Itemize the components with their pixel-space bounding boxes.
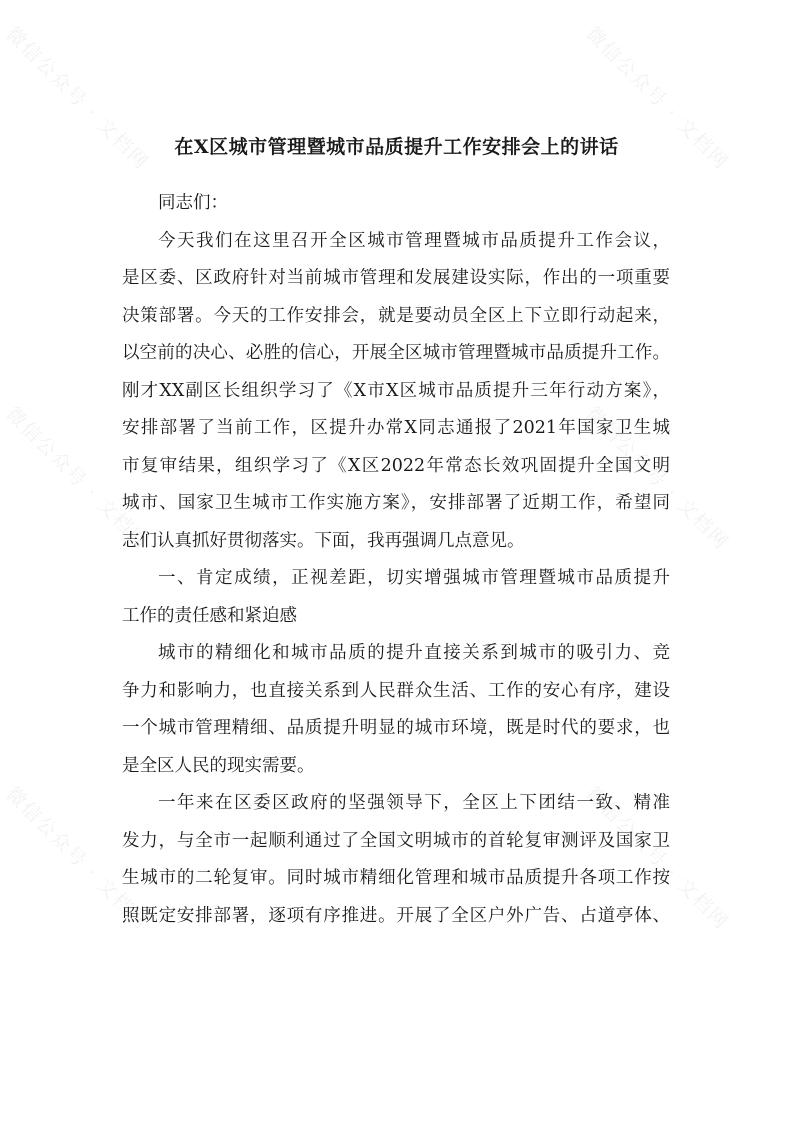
text-line: 是区委、区政府针对当前城市管理和发展建设实际，作出的一项重要 <box>122 268 670 288</box>
text-line: 争力和影响力，也直接关系到人民群众生活、工作的安心有序，建设 <box>122 680 670 701</box>
text-line: 同志们： <box>158 193 228 213</box>
watermark-text: 微信公众号 · 文档网 <box>581 22 734 175</box>
text-line: 是全区人民的现实需要。 <box>122 755 315 776</box>
document-body <box>122 185 670 935</box>
document-title: 在X区城市管理暨城市品质提升工作安排会上的讲话 <box>174 136 619 158</box>
watermark-text: 微信公众号 · 文档网 <box>581 402 734 555</box>
text-line: 城市的精细化和城市品质的提升直接关系到城市的吸引力、竞 <box>158 643 670 663</box>
text-line: 以空前的决心、必胜的信心，开展全区城市管理暨城市品质提升工作。 <box>122 343 670 363</box>
watermark-text: 微信公众号 · 文档网 <box>1 22 154 175</box>
text-line: 一、肯定成绩，正视差距，切实增强城市管理暨城市品质提升 <box>158 568 670 588</box>
text-line: 工作的责任感和紧迫感 <box>122 605 297 626</box>
text-line: 生城市的二轮复审。同时城市精细化管理和城市品质提升各项工作按 <box>122 868 670 888</box>
watermark-text: 微信公众号 · 文档网 <box>1 402 154 555</box>
text-line: 安排部署了当前工作，区提升办常X同志通报了2021年国家卫生城 <box>122 418 670 438</box>
text-line: 城市、国家卫生城市工作实施方案》，安排部署了近期工作，希望同 <box>122 493 670 513</box>
watermark-text: 微信公众号 · 文档网 <box>1 782 154 935</box>
text-line: 市复审结果，组织学习了《X区2022年常态长效巩固提升全国文明 <box>122 455 670 476</box>
text-line: 照既定安排部署，逐项有序推进。开展了全区户外广告、占道亭体、 <box>122 905 670 926</box>
text-line: 发力，与全市一起顺利通过了全国文明城市的首轮复审测评及国家卫 <box>122 830 670 851</box>
text-line: 刚才XX副区长组织学习了《X市X区城市品质提升三年行动方案》， <box>122 380 670 401</box>
text-line: 一个城市管理精细、品质提升明显的城市环境，既是时代的要求，也 <box>122 718 670 738</box>
text-line: 志们认真抓好贯彻落实。下面，我再强调几点意见。 <box>122 530 525 551</box>
watermark-text: 微信公众号 · 文档网 <box>581 782 734 935</box>
text-line: 决策部署。今天的工作安排会，就是要动员全区上下立即行动起来， <box>122 305 670 326</box>
text-line: 今天我们在这里召开全区城市管理暨城市品质提升工作会议， <box>158 230 670 251</box>
text-line: 一年来在区委区政府的坚强领导下，全区上下团结一致、精准 <box>158 793 670 813</box>
